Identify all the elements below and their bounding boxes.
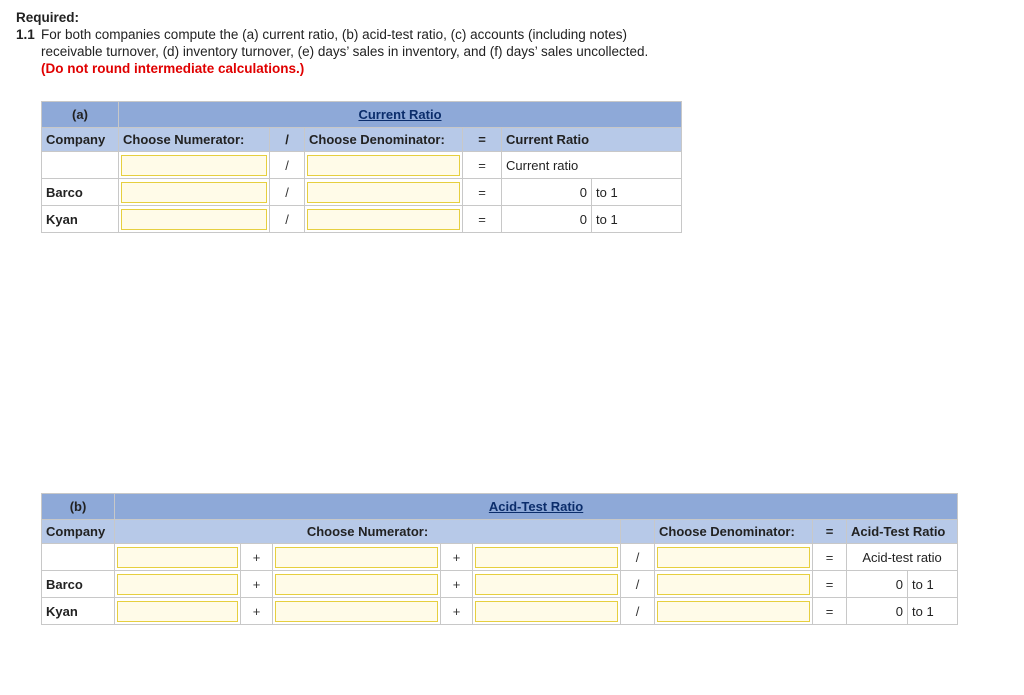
barco-numerator-input[interactable] — [121, 182, 267, 203]
divide-symbol: / — [621, 571, 655, 598]
ratio-unit: to 1 — [592, 179, 682, 206]
kyan-numerator-input-1[interactable] — [117, 601, 238, 622]
divide-symbol: / — [270, 206, 305, 233]
rounding-note: (Do not round intermediate calculations.) — [41, 61, 305, 76]
equals-symbol: = — [463, 128, 502, 152]
kyan-denominator-input[interactable] — [307, 209, 460, 230]
kyan-numerator-input-3[interactable] — [475, 601, 618, 622]
divide-symbol: / — [621, 598, 655, 625]
company-column-header: Company — [42, 520, 115, 544]
divide-symbol: / — [270, 179, 305, 206]
required-heading: Required: — [16, 10, 80, 25]
label-row — [42, 544, 958, 571]
plus-symbol: + — [241, 598, 273, 625]
equals-symbol: = — [463, 179, 502, 206]
result-column-header: Acid-Test Ratio — [847, 520, 958, 544]
denominator-label-select[interactable] — [307, 155, 460, 176]
equals-symbol: = — [813, 571, 847, 598]
ratio-value: 0 — [847, 571, 908, 598]
barco-denominator-input[interactable] — [307, 182, 460, 203]
plus-symbol: + — [441, 598, 473, 625]
requirement-text-line2: receivable turnover, (d) inventory turnover, (e) days’ sales in inventory, and (f) days’ sales uncollected. — [41, 44, 649, 59]
equals-symbol: = — [813, 598, 847, 625]
numerator-label-select-2[interactable] — [275, 547, 438, 568]
company-name: Kyan — [42, 206, 119, 233]
acid-test-ratio-table — [41, 493, 958, 625]
ratio-value: 0 — [502, 179, 592, 206]
plus-symbol: + — [441, 571, 473, 598]
equals-symbol: = — [813, 544, 847, 571]
acid-test-ratio-title: Acid-Test Ratio — [488, 499, 584, 514]
requirements-block — [16, 9, 648, 77]
current-ratio-title: Current Ratio — [358, 107, 442, 122]
ratio-unit: to 1 — [592, 206, 682, 233]
result-column-header: Current Ratio — [502, 128, 682, 152]
ratio-value: 0 — [502, 206, 592, 233]
ratio-unit: to 1 — [908, 598, 958, 625]
company-name: Barco — [42, 179, 119, 206]
divide-symbol: / — [270, 128, 305, 152]
equals-symbol: = — [463, 152, 502, 179]
part-a-label: (a) — [42, 102, 119, 128]
numerator-column-header: Choose Numerator: — [115, 520, 621, 544]
barco-numerator-input-2[interactable] — [275, 574, 438, 595]
divide-symbol: / — [621, 544, 655, 571]
plus-symbol: + — [441, 544, 473, 571]
kyan-numerator-input-2[interactable] — [275, 601, 438, 622]
table-row — [42, 598, 958, 625]
company-column-header: Company — [42, 128, 119, 152]
kyan-numerator-input[interactable] — [121, 209, 267, 230]
requirement-text-line1: For both companies compute the (a) current ratio, (b) acid-test ratio, (c) accounts (including notes) — [41, 27, 628, 42]
result-label: Current ratio — [502, 152, 682, 179]
ratio-unit: to 1 — [908, 571, 958, 598]
denominator-column-header: Choose Denominator: — [655, 520, 813, 544]
denominator-label-select[interactable] — [657, 547, 810, 568]
table-row — [42, 206, 682, 233]
table-row — [42, 179, 682, 206]
barco-numerator-input-1[interactable] — [117, 574, 238, 595]
current-ratio-table — [41, 101, 682, 233]
equals-symbol: = — [813, 520, 847, 544]
barco-denominator-input[interactable] — [657, 574, 810, 595]
label-row — [42, 152, 682, 179]
numerator-label-select-1[interactable] — [117, 547, 238, 568]
denominator-column-header: Choose Denominator: — [305, 128, 463, 152]
numerator-label-select-3[interactable] — [475, 547, 618, 568]
plus-symbol: + — [241, 544, 273, 571]
divide-symbol: / — [270, 152, 305, 179]
company-name: Barco — [42, 571, 115, 598]
ratio-value: 0 — [847, 598, 908, 625]
table-row — [42, 571, 958, 598]
requirement-number: 1.1 — [16, 27, 35, 42]
numerator-column-header: Choose Numerator: — [119, 128, 270, 152]
kyan-denominator-input[interactable] — [657, 601, 810, 622]
company-name: Kyan — [42, 598, 115, 625]
result-label: Acid-test ratio — [847, 544, 958, 571]
numerator-label-select[interactable] — [121, 155, 267, 176]
barco-numerator-input-3[interactable] — [475, 574, 618, 595]
plus-symbol: + — [241, 571, 273, 598]
part-b-label: (b) — [42, 494, 115, 520]
equals-symbol: = — [463, 206, 502, 233]
